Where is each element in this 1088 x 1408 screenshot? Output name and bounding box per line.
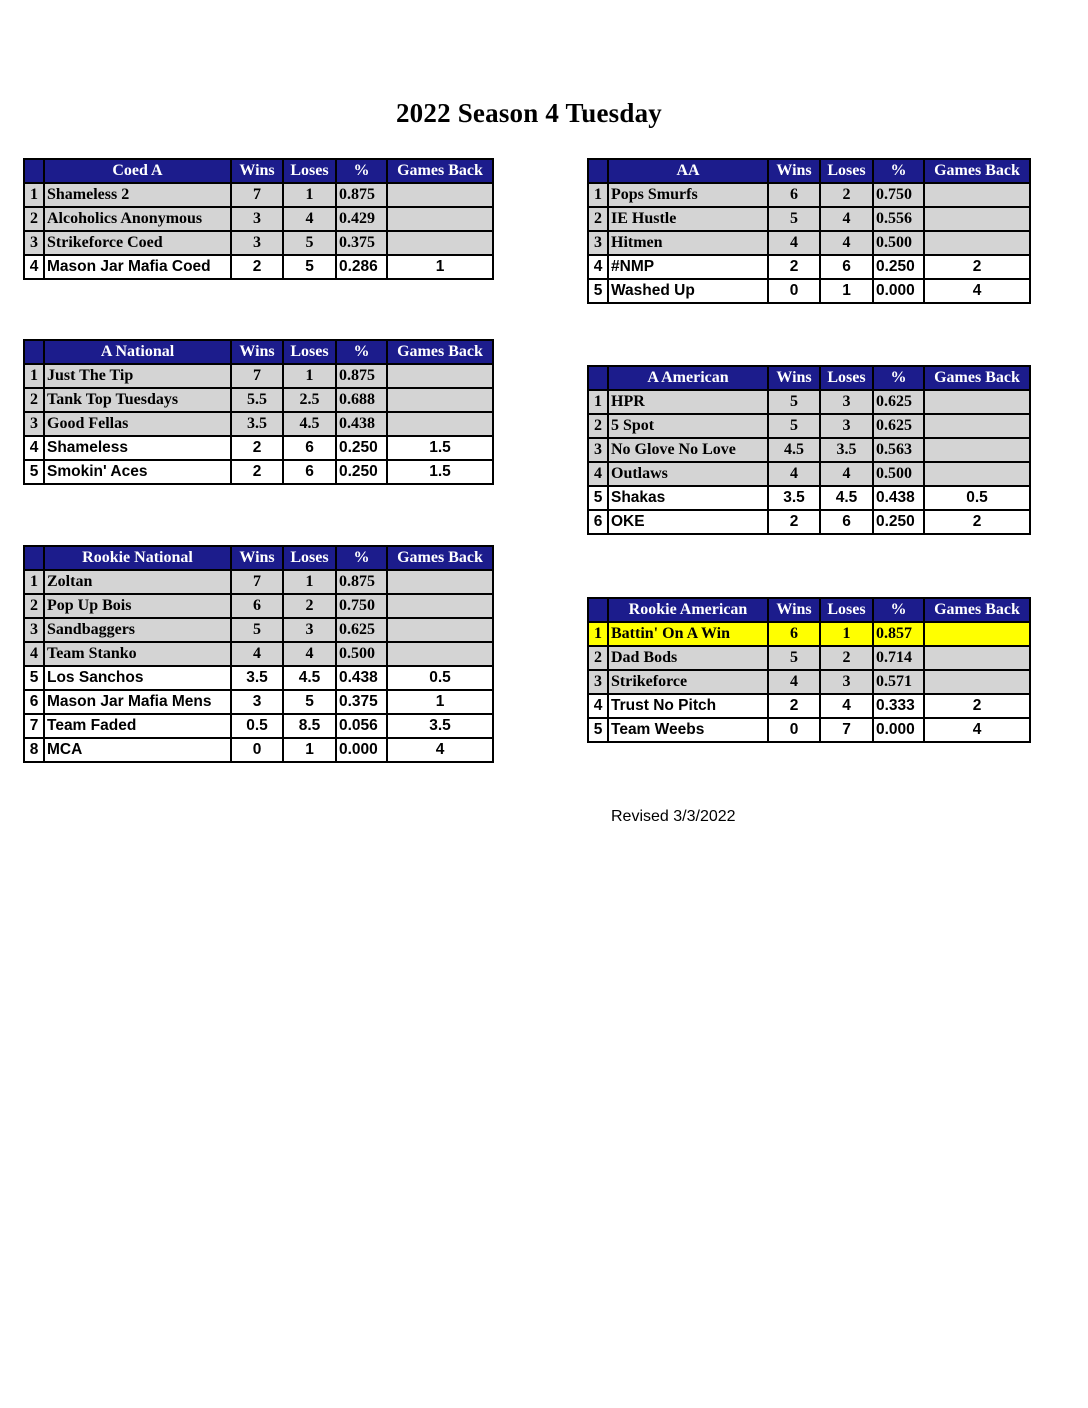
table-row [24,255,493,279]
table-header [588,366,1030,390]
games-back-cell [924,646,1030,670]
wins-cell: 3 [231,690,283,714]
table-row [588,462,1030,486]
wins-cell: 3.5 [768,486,820,510]
pct-cell: 0.286 [336,255,387,279]
wins-cell: 2 [231,436,283,460]
wins-header: Wins [768,366,820,390]
loses-cell: 5 [283,231,336,255]
team-cell: Team Stanko [44,642,231,666]
division-name: Rookie American [608,598,768,622]
pct-cell: 0.000 [873,279,924,303]
games-back-header: Games Back [924,366,1030,390]
table-row [588,207,1030,231]
wins-cell: 7 [231,364,283,388]
table-header [24,159,493,183]
pct-header: % [873,159,924,183]
table-row [588,694,1030,718]
rank-cell: 5 [24,666,44,690]
games-back-cell: 0.5 [387,666,493,690]
wins-cell: 4 [231,642,283,666]
rank-cell: 6 [24,690,44,714]
games-back-cell: 1.5 [387,460,493,484]
wins-cell: 3 [231,231,283,255]
pct-cell: 0.250 [873,255,924,279]
a-national-table [23,339,494,485]
team-cell: Team Faded [44,714,231,738]
wins-cell: 4 [768,670,820,694]
rank-cell: 4 [24,255,44,279]
games-back-cell: 2 [924,694,1030,718]
team-cell: MCA [44,738,231,762]
wins-cell: 3.5 [231,666,283,690]
rank-cell: 1 [588,622,608,646]
loses-cell: 7 [820,718,873,742]
team-cell: Just The Tip [44,364,231,388]
rank-cell: 2 [588,207,608,231]
games-back-header: Games Back [924,598,1030,622]
wins-cell: 5 [768,207,820,231]
rookie-national-table [23,545,494,763]
team-cell: Pop Up Bois [44,594,231,618]
wins-cell: 2 [768,510,820,534]
rank-cell: 4 [588,255,608,279]
games-back-cell [924,207,1030,231]
games-back-cell: 3.5 [387,714,493,738]
pct-cell: 0.750 [873,183,924,207]
rank-cell: 1 [24,183,44,207]
pct-cell: 0.429 [336,207,387,231]
wins-cell: 7 [231,570,283,594]
wins-cell: 2 [768,255,820,279]
table-row [24,594,493,618]
pct-cell: 0.625 [873,390,924,414]
team-cell: #NMP [608,255,768,279]
team-cell: Shameless 2 [44,183,231,207]
loses-cell: 6 [283,460,336,484]
team-cell: No Glove No Love [608,438,768,462]
loses-cell: 1 [283,183,336,207]
games-back-cell [387,207,493,231]
rank-cell: 1 [588,183,608,207]
wins-cell: 0.5 [231,714,283,738]
table-row [588,231,1030,255]
wins-cell: 3 [231,207,283,231]
table-row [588,414,1030,438]
table-row [24,436,493,460]
revised-date: Revised 3/3/2022 [611,808,736,825]
wins-cell: 5 [768,414,820,438]
pct-cell: 0.056 [336,714,387,738]
rank-cell: 5 [588,486,608,510]
rank-header [588,598,608,622]
games-back-header: Games Back [387,546,493,570]
games-back-cell [387,388,493,412]
wins-cell: 5 [231,618,283,642]
table-row [588,255,1030,279]
team-cell: Mason Jar Mafia Mens [44,690,231,714]
team-cell: Dad Bods [608,646,768,670]
wins-cell: 2 [231,460,283,484]
wins-cell: 4 [768,462,820,486]
games-back-cell: 1.5 [387,436,493,460]
rank-cell: 1 [24,570,44,594]
pct-cell: 0.438 [336,412,387,436]
loses-cell: 4 [820,462,873,486]
table-row [588,279,1030,303]
loses-cell: 4 [820,694,873,718]
games-back-cell [924,462,1030,486]
loses-cell: 1 [283,364,336,388]
pct-cell: 0.375 [336,690,387,714]
table-row [588,486,1030,510]
rank-cell: 4 [588,694,608,718]
loses-cell: 3 [820,414,873,438]
games-back-cell [387,618,493,642]
pct-cell: 0.875 [336,364,387,388]
division-name: Coed A [44,159,231,183]
aa-table [587,158,1031,304]
team-cell: Zoltan [44,570,231,594]
team-cell: Sandbaggers [44,618,231,642]
pct-cell: 0.556 [873,207,924,231]
loses-cell: 4.5 [820,486,873,510]
loses-cell: 3 [820,670,873,694]
games-back-cell [387,642,493,666]
games-back-cell: 4 [387,738,493,762]
a-american-table [587,365,1031,535]
loses-cell: 2 [820,183,873,207]
games-back-header: Games Back [387,159,493,183]
table-row [24,642,493,666]
wins-cell: 0 [768,718,820,742]
pct-cell: 0.333 [873,694,924,718]
pct-cell: 0.688 [336,388,387,412]
wins-cell: 7 [231,183,283,207]
table-row [588,718,1030,742]
rookie-american-table [587,597,1031,743]
games-back-cell: 1 [387,255,493,279]
table-row [24,183,493,207]
team-cell: Strikeforce [608,670,768,694]
pct-cell: 0.857 [873,622,924,646]
rank-cell: 3 [24,618,44,642]
wins-cell: 0 [231,738,283,762]
rank-header [588,159,608,183]
table-row [24,364,493,388]
division-name: A National [44,340,231,364]
rank-cell: 4 [588,462,608,486]
loses-cell: 2 [283,594,336,618]
pct-cell: 0.875 [336,570,387,594]
rank-cell: 2 [24,207,44,231]
loses-cell: 1 [820,622,873,646]
rank-header [24,159,44,183]
loses-cell: 6 [820,255,873,279]
loses-header: Loses [283,546,336,570]
pct-header: % [873,366,924,390]
games-back-cell [387,570,493,594]
loses-cell: 5 [283,255,336,279]
pct-header: % [873,598,924,622]
team-cell: Smokin' Aces [44,460,231,484]
team-cell: Battin' On A Win [608,622,768,646]
table-header [588,159,1030,183]
table-row [24,666,493,690]
pct-header: % [336,340,387,364]
pct-cell: 0.250 [873,510,924,534]
team-cell: Mason Jar Mafia Coed [44,255,231,279]
games-back-cell [387,364,493,388]
table-row [24,618,493,642]
rank-cell: 3 [588,231,608,255]
games-back-cell [924,438,1030,462]
loses-cell: 4 [283,642,336,666]
table-row [588,670,1030,694]
team-cell: HPR [608,390,768,414]
team-cell: Good Fellas [44,412,231,436]
division-name: A American [608,366,768,390]
wins-cell: 5.5 [231,388,283,412]
loses-cell: 4.5 [283,412,336,436]
wins-cell: 2 [768,694,820,718]
pct-cell: 0.438 [873,486,924,510]
team-cell: Outlaws [608,462,768,486]
wins-cell: 5 [768,646,820,670]
pct-cell: 0.250 [336,436,387,460]
pct-cell: 0.375 [336,231,387,255]
table-row [588,510,1030,534]
games-back-cell: 0.5 [924,486,1030,510]
team-cell: IE Hustle [608,207,768,231]
loses-cell: 1 [283,738,336,762]
loses-header: Loses [283,340,336,364]
wins-cell: 6 [768,183,820,207]
wins-header: Wins [231,340,283,364]
games-back-cell: 2 [924,255,1030,279]
table-row [588,183,1030,207]
games-back-cell [387,412,493,436]
wins-cell: 4.5 [768,438,820,462]
loses-cell: 4 [820,231,873,255]
loses-cell: 2.5 [283,388,336,412]
loses-cell: 6 [820,510,873,534]
team-cell: OKE [608,510,768,534]
pct-cell: 0.563 [873,438,924,462]
games-back-cell [924,670,1030,694]
wins-cell: 2 [231,255,283,279]
rank-cell: 6 [588,510,608,534]
rank-cell: 5 [24,460,44,484]
team-cell: Shameless [44,436,231,460]
loses-header: Loses [283,159,336,183]
rank-cell: 3 [24,231,44,255]
rank-header [24,340,44,364]
loses-cell: 8.5 [283,714,336,738]
loses-cell: 3.5 [820,438,873,462]
division-name: AA [608,159,768,183]
loses-cell: 3 [283,618,336,642]
rank-header [24,546,44,570]
rank-header [588,366,608,390]
rank-cell: 3 [588,438,608,462]
rank-cell: 8 [24,738,44,762]
table-header [24,546,493,570]
games-back-cell [924,231,1030,255]
rank-cell: 7 [24,714,44,738]
table-row [24,460,493,484]
pct-header: % [336,546,387,570]
loses-cell: 6 [283,436,336,460]
loses-cell: 1 [283,570,336,594]
games-back-cell: 2 [924,510,1030,534]
table-row [24,738,493,762]
team-cell: Washed Up [608,279,768,303]
pct-cell: 0.625 [336,618,387,642]
games-back-cell [387,231,493,255]
table-row [588,438,1030,462]
team-cell: Team Weebs [608,718,768,742]
team-cell: Strikeforce Coed [44,231,231,255]
wins-cell: 3.5 [231,412,283,436]
table-row [588,646,1030,670]
wins-header: Wins [231,546,283,570]
games-back-cell [387,183,493,207]
pct-cell: 0.875 [336,183,387,207]
table-row [24,388,493,412]
games-back-cell: 4 [924,718,1030,742]
division-name: Rookie National [44,546,231,570]
wins-header: Wins [768,598,820,622]
rank-cell: 5 [588,718,608,742]
loses-cell: 3 [820,390,873,414]
pct-cell: 0.438 [336,666,387,690]
loses-cell: 4 [820,207,873,231]
pct-cell: 0.000 [336,738,387,762]
games-back-cell: 1 [387,690,493,714]
pct-cell: 0.250 [336,460,387,484]
rank-cell: 1 [588,390,608,414]
rank-cell: 2 [588,414,608,438]
loses-header: Loses [820,159,873,183]
table-row [24,231,493,255]
pct-header: % [336,159,387,183]
wins-cell: 6 [768,622,820,646]
pct-cell: 0.000 [873,718,924,742]
team-cell: Shakas [608,486,768,510]
rank-cell: 2 [24,594,44,618]
pct-cell: 0.625 [873,414,924,438]
loses-cell: 1 [820,279,873,303]
games-back-header: Games Back [924,159,1030,183]
games-back-header: Games Back [387,340,493,364]
wins-header: Wins [768,159,820,183]
wins-cell: 4 [768,231,820,255]
rank-cell: 5 [588,279,608,303]
table-row [24,207,493,231]
team-cell: Trust No Pitch [608,694,768,718]
loses-header: Loses [820,598,873,622]
team-cell: Pops Smurfs [608,183,768,207]
coed-a-table [23,158,494,280]
rank-cell: 2 [588,646,608,670]
wins-header: Wins [231,159,283,183]
team-cell: Alcoholics Anonymous [44,207,231,231]
rank-cell: 3 [24,412,44,436]
page-title: 2022 Season 4 Tuesday [395,98,663,128]
wins-cell: 6 [231,594,283,618]
rank-cell: 1 [24,364,44,388]
pct-cell: 0.714 [873,646,924,670]
games-back-cell [924,183,1030,207]
team-cell: Hitmen [608,231,768,255]
team-cell: 5 Spot [608,414,768,438]
pct-cell: 0.500 [336,642,387,666]
games-back-cell [924,414,1030,438]
games-back-cell [387,594,493,618]
rank-cell: 4 [24,436,44,460]
table-row [24,714,493,738]
loses-cell: 2 [820,646,873,670]
rank-cell: 4 [24,642,44,666]
rank-cell: 2 [24,388,44,412]
games-back-cell: 4 [924,279,1030,303]
pct-cell: 0.500 [873,462,924,486]
table-header [588,598,1030,622]
table-row [24,570,493,594]
table-row [24,690,493,714]
games-back-cell [924,390,1030,414]
loses-cell: 4.5 [283,666,336,690]
wins-cell: 0 [768,279,820,303]
table-row [24,412,493,436]
loses-header: Loses [820,366,873,390]
loses-cell: 4 [283,207,336,231]
pct-cell: 0.750 [336,594,387,618]
games-back-cell [924,622,1030,646]
wins-cell: 5 [768,390,820,414]
table-row [588,390,1030,414]
team-cell: Los Sanchos [44,666,231,690]
pct-cell: 0.500 [873,231,924,255]
loses-cell: 5 [283,690,336,714]
table-header [24,340,493,364]
team-cell: Tank Top Tuesdays [44,388,231,412]
rank-cell: 3 [588,670,608,694]
pct-cell: 0.571 [873,670,924,694]
table-row-highlighted [588,622,1030,646]
